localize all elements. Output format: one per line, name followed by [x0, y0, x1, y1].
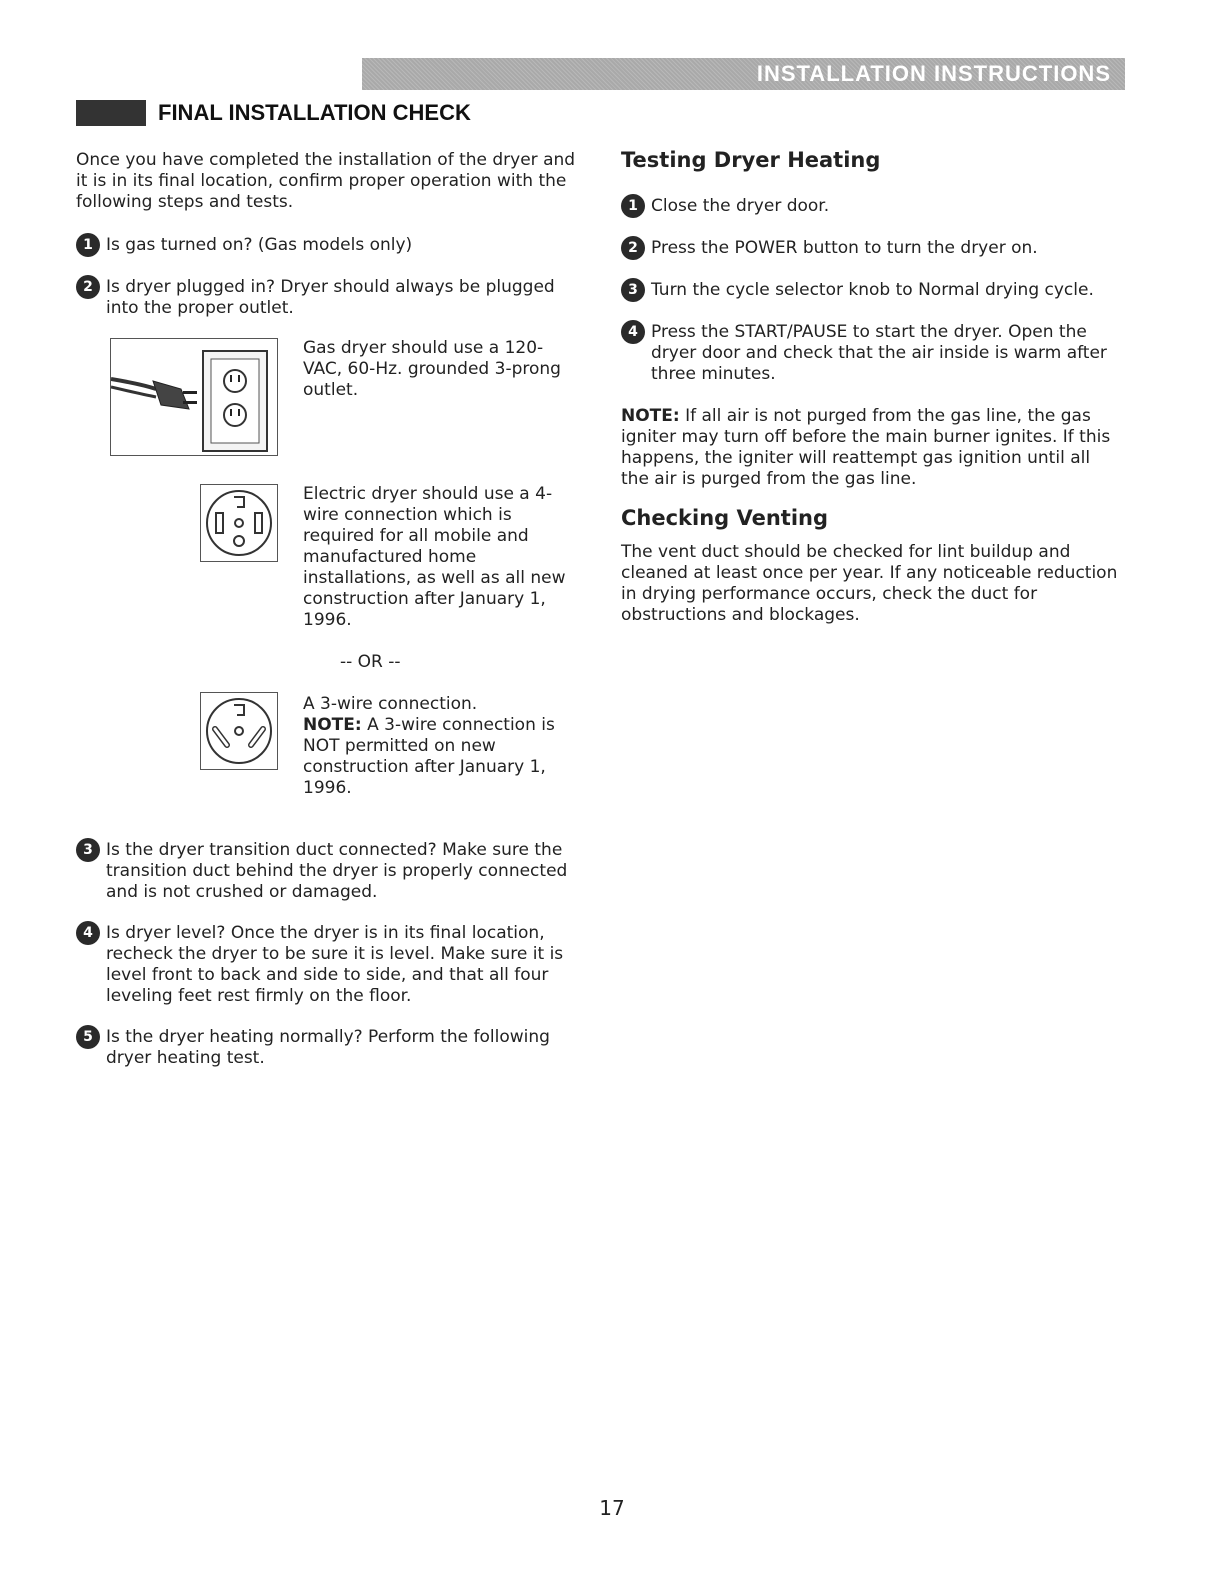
- note-label: NOTE:: [303, 715, 362, 735]
- step-text: Is the dryer transition duct connected? Make sure the transition duct behind the dryer is properly connected and is not crushed or damaged.: [106, 840, 568, 902]
- three-wire-text: A 3-wire connection.: [303, 694, 478, 714]
- four-wire-text: Electric dryer should use a 4-wire connection which is required for all mobile and manufactured home installations, as well as all new construction after January 1, 1996.: [303, 484, 566, 630]
- section-header: [76, 100, 471, 126]
- three-wire-outlet-figure: [200, 692, 278, 770]
- section-title: FINAL INSTALLATION CHECK: [158, 100, 471, 125]
- section-marker: [76, 100, 146, 126]
- three-wire-block: [303, 694, 563, 799]
- left-step-2: [76, 277, 576, 319]
- left-step-5: [76, 1027, 581, 1069]
- gas-outlet-text: Gas dryer should use a 120-VAC, 60-Hz. grounded 3-prong outlet.: [303, 338, 561, 400]
- test-step-2: [621, 238, 1121, 260]
- plug-outlet-icon: [111, 339, 277, 455]
- step-number: 2: [76, 275, 100, 299]
- step-number: 2: [621, 236, 645, 260]
- gas-outlet-figure: [110, 338, 278, 456]
- or-separator: -- OR --: [340, 652, 401, 672]
- left-step-1: [76, 235, 576, 257]
- step-text: Is dryer level? Once the dryer is in its final location, recheck the dryer to be sure it is level. Make sure it is level front to back and side to side, and that all four leveling feet rest firmly on the floor.: [106, 923, 564, 1006]
- testing-title: Testing Dryer Heating: [621, 148, 881, 172]
- step-number: 1: [621, 194, 645, 218]
- intro-text: Once you have completed the installation of the dryer and it is in its final location, confirm proper operation with the following steps and tests.: [76, 150, 576, 212]
- note-text: If all air is not purged from the gas line, the gas igniter may turn off before the main burner ignites. If this happens, the igniter will reattempt gas ignition until all the air is purged from the gas line.: [621, 406, 1111, 489]
- step-text: Turn the cycle selector knob to Normal drying cycle.: [651, 280, 1094, 300]
- venting-text: The vent duct should be checked for lint buildup and cleaned at least once per year. If any noticeable reduction in drying performance occurs, check the duct for obstructions and blockages.: [621, 542, 1118, 625]
- step-text: Press the POWER button to turn the dryer on.: [651, 238, 1038, 258]
- step-text: Press the START/PAUSE to start the dryer. Open the dryer door and check that the air inside is warm after three minutes.: [651, 322, 1107, 384]
- four-wire-outlet-figure: [200, 484, 278, 562]
- page-number: 17: [599, 1496, 625, 1520]
- test-step-4: [621, 322, 1121, 385]
- step-number: 5: [76, 1025, 100, 1049]
- step-number: 3: [621, 278, 645, 302]
- step-text: Close the dryer door.: [651, 196, 830, 216]
- three-wire-outlet-icon: [201, 693, 277, 769]
- step-text: Is the dryer heating normally? Perform the following dryer heating test.: [106, 1027, 550, 1068]
- step-number: 3: [76, 838, 100, 862]
- step-text: Is dryer plugged in? Dryer should always be plugged into the proper outlet.: [106, 277, 555, 318]
- note-label: NOTE:: [621, 406, 680, 426]
- step-number: 4: [621, 320, 645, 344]
- three-wire-note: [303, 715, 563, 799]
- test-step-3: [621, 280, 1121, 302]
- test-step-1: [621, 196, 1121, 218]
- left-step-3: [76, 840, 576, 903]
- left-step-4: [76, 923, 581, 1007]
- step-text: Is gas turned on? (Gas models only): [106, 235, 413, 255]
- venting-title: Checking Venting: [621, 506, 829, 530]
- step-number: 4: [76, 921, 100, 945]
- step-number: 1: [76, 233, 100, 257]
- header-banner: INSTALLATION INSTRUCTIONS: [362, 58, 1125, 90]
- four-wire-outlet-icon: [201, 485, 277, 561]
- note-text: A 3-wire connection is NOT permitted on new construction after January 1, 1996.: [303, 715, 555, 798]
- testing-note: [621, 406, 1121, 490]
